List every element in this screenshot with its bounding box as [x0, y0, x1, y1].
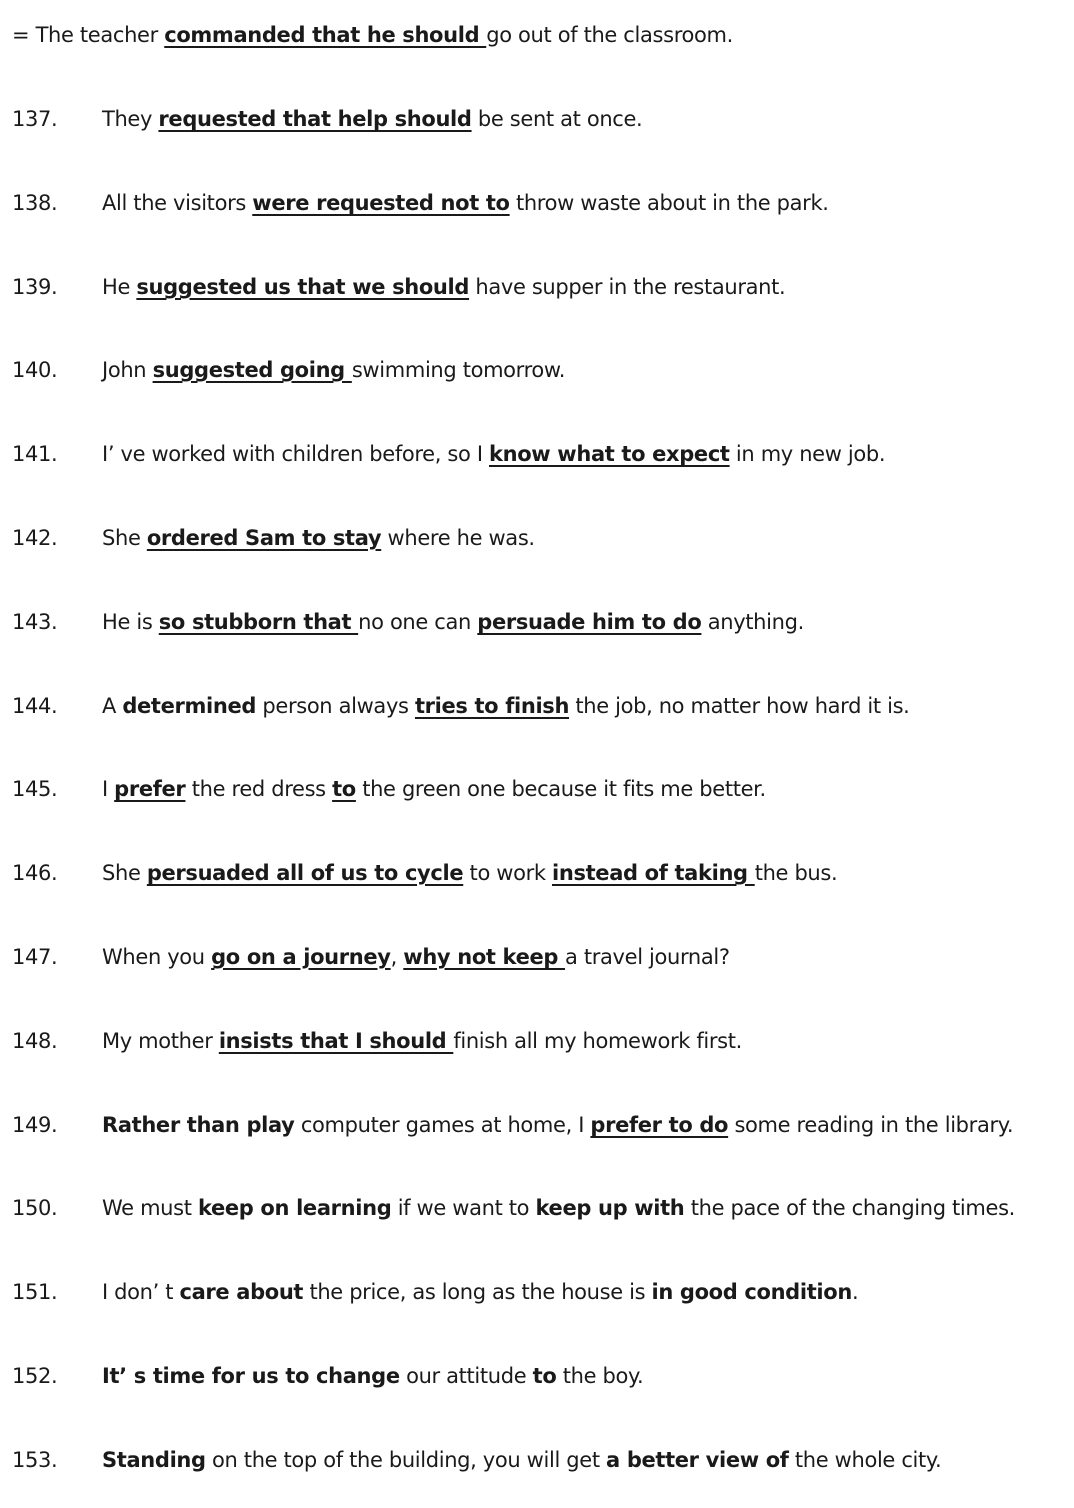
underlined-phrase: so stubborn that: [158, 610, 359, 634]
sentence-item: [0, 1021, 1074, 1061]
item-number: 145.: [12, 777, 58, 801]
sentence-item: [0, 434, 1074, 474]
item-number: 152.: [12, 1364, 58, 1388]
plain-text: finish all my homework first.: [453, 1029, 742, 1053]
plain-text: a travel journal?: [565, 945, 730, 969]
underlined-phrase: requested that help should: [158, 107, 472, 131]
item-number: 149.: [12, 1113, 58, 1137]
plain-text: I: [102, 777, 115, 801]
sentence-item: [0, 1188, 1074, 1228]
underlined-phrase: suggested going: [152, 358, 352, 382]
plain-text: My mother: [102, 1029, 219, 1053]
underlined-phrase: tries to finish: [414, 694, 570, 718]
item-number: 148.: [12, 1029, 58, 1053]
sentence-item: [0, 518, 1074, 558]
bold-phrase: in good condition: [651, 1280, 852, 1304]
plain-text: the price, as long as the house is: [303, 1280, 652, 1304]
sentence-text: [102, 1356, 643, 1396]
plain-text: the pace of the changing times.: [684, 1196, 1016, 1220]
sentence-text: [102, 99, 642, 139]
sentence-item: [0, 769, 1074, 809]
item-number: 151.: [12, 1280, 58, 1304]
item-number: 142.: [12, 526, 58, 550]
plain-text: We must: [102, 1196, 198, 1220]
sentence-text: [102, 1021, 742, 1061]
item-number: 138.: [12, 191, 58, 215]
underlined-phrase: persuaded all of us to cycle: [146, 861, 464, 885]
sentence-text: [102, 686, 909, 726]
underlined-phrase: were requested not to: [252, 191, 510, 215]
item-number: 140.: [12, 358, 58, 382]
plain-text: be sent at once.: [471, 107, 643, 131]
item-number: 144.: [12, 694, 58, 718]
plain-text: the boy.: [556, 1364, 644, 1388]
sentence-item: [0, 267, 1074, 307]
plain-text: some reading in the library.: [728, 1113, 1014, 1137]
plain-text: go out of the classroom.: [486, 23, 733, 47]
bold-phrase: keep up with: [535, 1196, 685, 1220]
underlined-phrase: to: [332, 777, 356, 801]
sentence-text: [102, 853, 837, 893]
plain-text: ,: [390, 945, 404, 969]
underlined-phrase: go on a journey: [211, 945, 391, 969]
sentence-text: [102, 183, 829, 223]
sentence-item: [0, 602, 1074, 642]
bold-phrase: care about: [179, 1280, 304, 1304]
plain-text: the green one because it fits me better.: [355, 777, 766, 801]
sentence-text: [102, 769, 766, 809]
bold-phrase: to: [532, 1364, 557, 1388]
plain-text: All the visitors: [102, 191, 253, 215]
plain-text: He is: [102, 610, 159, 634]
plain-text: I don’ t: [102, 1280, 180, 1304]
plain-text: if we want to: [391, 1196, 536, 1220]
plain-text: She: [102, 526, 147, 550]
item-number: 137.: [12, 107, 58, 131]
plain-text: computer games at home, I: [294, 1113, 591, 1137]
plain-text: where he was.: [381, 526, 535, 550]
sentence-text: [102, 267, 785, 307]
underlined-phrase: prefer to do: [590, 1113, 729, 1137]
bold-phrase: Rather than play: [102, 1113, 295, 1137]
sentence-text: [102, 1440, 941, 1480]
sentence-item: [0, 350, 1074, 390]
sentence-item: [0, 937, 1074, 977]
underlined-phrase: ordered Sam to stay: [146, 526, 382, 550]
plain-text: to work: [463, 861, 553, 885]
sentence-item: [0, 853, 1074, 893]
plain-text: = The teacher: [12, 23, 165, 47]
plain-text: He: [102, 275, 137, 299]
plain-text: the red dress: [185, 777, 333, 801]
sentence-text: [102, 937, 730, 977]
sentence-text: [102, 518, 535, 558]
item-number: 143.: [12, 610, 58, 634]
sentence-text: [102, 1188, 1015, 1228]
underlined-phrase: persuade him to do: [477, 610, 702, 634]
plain-text: They: [102, 107, 159, 131]
plain-text: John: [102, 358, 153, 382]
plain-text: have supper in the restaurant.: [469, 275, 786, 299]
plain-text: the job, no matter how hard it is.: [569, 694, 910, 718]
item-number: 153.: [12, 1448, 58, 1472]
item-number: 146.: [12, 861, 58, 885]
underlined-phrase: insists that I should: [218, 1029, 454, 1053]
bold-phrase: determined: [122, 694, 257, 718]
bold-phrase: keep on learning: [197, 1196, 392, 1220]
sentence-text: [102, 602, 804, 642]
bold-phrase: It’ s time for us to change: [102, 1364, 400, 1388]
sentence-item: [0, 1272, 1074, 1312]
plain-text: the bus.: [754, 861, 838, 885]
sentence-item: [0, 1356, 1074, 1396]
item-number: 141.: [12, 442, 58, 466]
plain-text: swimming tomorrow.: [351, 358, 566, 382]
plain-text: anything.: [701, 610, 804, 634]
plain-text: on the top of the building, you will get: [205, 1448, 607, 1472]
item-number: 150.: [12, 1196, 58, 1220]
plain-text: our attitude: [399, 1364, 533, 1388]
underlined-phrase: why not keep: [403, 945, 566, 969]
bold-phrase: Standing: [102, 1448, 206, 1472]
plain-text: person always: [256, 694, 415, 718]
plain-text: .: [851, 1280, 859, 1304]
sentence-item: [0, 1440, 1074, 1480]
underlined-phrase: know what to expect: [489, 442, 730, 466]
sentence-item: [0, 183, 1074, 223]
item-number: 139.: [12, 275, 58, 299]
intro-sentence: [0, 15, 1074, 55]
underlined-phrase: suggested us that we should: [136, 275, 470, 299]
sentence-item: [0, 99, 1074, 139]
plain-text: A: [102, 694, 123, 718]
sentence-text: [102, 434, 885, 474]
plain-text: throw waste about in the park.: [509, 191, 829, 215]
sentence-item: [0, 686, 1074, 726]
underlined-phrase: instead of taking: [552, 861, 755, 885]
sentence-text: [12, 15, 733, 55]
bold-phrase: a better view of: [606, 1448, 789, 1472]
underlined-phrase: prefer: [114, 777, 186, 801]
item-number: 147.: [12, 945, 58, 969]
plain-text: in my new job.: [729, 442, 886, 466]
sentence-text: [102, 350, 565, 390]
plain-text: When you: [102, 945, 212, 969]
underlined-phrase: commanded that he should: [164, 23, 487, 47]
plain-text: I’ ve worked with children before, so I: [102, 442, 489, 466]
sentence-text: [102, 1272, 858, 1312]
plain-text: no one can: [358, 610, 478, 634]
sentence-item: [0, 1105, 1074, 1145]
sentence-text: [102, 1105, 1013, 1145]
plain-text: She: [102, 861, 147, 885]
plain-text: the whole city.: [788, 1448, 942, 1472]
